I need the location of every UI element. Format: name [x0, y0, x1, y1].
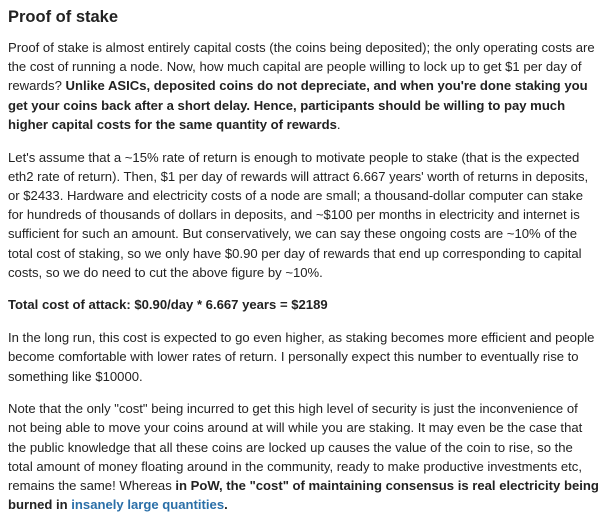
- paragraph-total-cost: [8, 295, 599, 314]
- bold-text: in PoW, the "cost" of maintaining consensus is real electricity being burned in: [8, 478, 599, 513]
- total-cost-statement: Total cost of attack: $0.90/day * 6.667 years = $2189: [8, 297, 328, 313]
- paragraph-long-run: In the long run, this cost is expected to go even higher, as staking becomes more efficient and people become comfortable with lower rates of return. I personally expect this number to eventually rise to something like $10000.: [8, 330, 595, 384]
- period: .: [336, 116, 341, 132]
- paragraph-inconvenience: [8, 399, 599, 514]
- bold-period: .: [224, 497, 228, 513]
- paragraph-text: Proof of stake is almost entirely capital costs (the coins being deposited); the only operating costs are the cost of running a node. Now, how much capital are people willing to lock up to get $1 per day of rewards?: [8, 40, 595, 94]
- paragraph-text: Note that the only "cost" being incurred to get this high level of security is just the inconvenience of not being able to move your coins around at will while you are staking. It may even be the case that the public knowledge that all these coins are locked up causes the value of the coin to rise, so the total amount of money floating around in the community, ready to make productive investments etc, remains the same! Whereas: [8, 401, 583, 494]
- bold-emphasis: Unlike ASICs, deposited coins do not depreciate, and when you're done staking you get your coins back after a short delay. Hence, participants should be willing to pay much higher capital costs for the same quantity of rewards: [8, 78, 588, 132]
- paragraph-capital-costs: [8, 38, 599, 134]
- section-title: Proof of stake: [8, 8, 119, 26]
- insanely-large-quantities-link[interactable]: insanely large quantities: [71, 497, 225, 513]
- paragraph-rate-of-return: Let's assume that a ~15% rate of return is enough to motivate people to stake (that is the expected eth2 rate of return). Then, $1 per day of rewards will attract 6.667 years' worth of returns in deposits, or $2433. Hardware and electricity costs of a node are small; a thousand-dollar computer can stake for hundreds of thousands of dollars in deposits, and ~$100 per months in electricity and internet is sufficient for such an amount. But conservatively, we can say these ongoing costs are ~10% of the total cost of staking, so we only have $0.90 per day of rewards that end up corresponding to capital costs, so we do need to cut the above figure by ~10%.: [8, 149, 589, 280]
